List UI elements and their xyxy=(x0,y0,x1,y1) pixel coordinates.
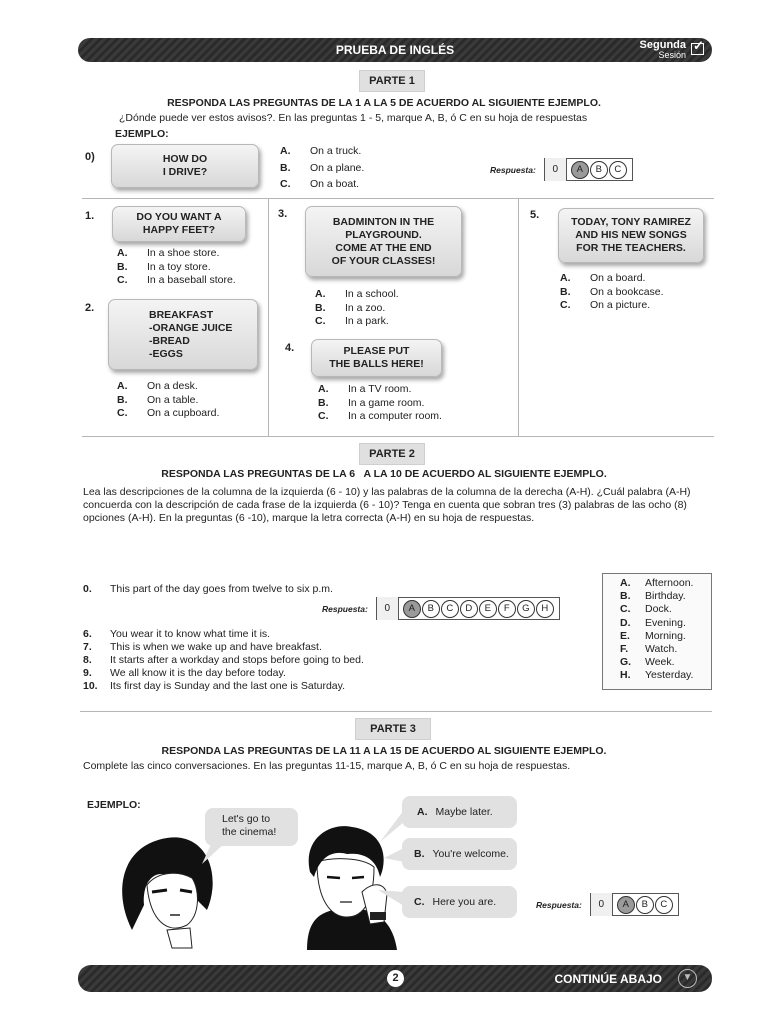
question-4-sign: PLEASE PUT THE BALLS HERE! xyxy=(311,339,442,377)
answer-bubble-g[interactable]: G xyxy=(517,600,535,618)
answer-bubble-b[interactable]: B xyxy=(422,600,440,618)
list-item: 6. You wear it to know what time it is. xyxy=(83,628,271,640)
list-item: 8. It starts after a workday and stops before going to bed. xyxy=(83,654,364,666)
question-2-options: A. On a desk. B. On a table. C. On a cupboard. xyxy=(117,380,220,419)
parte2-tab: PARTE 2 xyxy=(359,443,425,465)
parte3-answer xyxy=(536,893,679,916)
example-number: 0) xyxy=(85,151,95,163)
divider xyxy=(80,711,712,712)
parte3-tab: PARTE 3 xyxy=(355,718,431,740)
parte3-instruction: Complete las cinco conversaciones. En las preguntas 11-15, marque A, B, ó C en su hoja de respuestas. xyxy=(83,760,571,772)
question-4-number: 4. xyxy=(285,342,295,354)
parte2-items xyxy=(83,628,364,693)
parte1-heading: RESPONDA LAS PREGUNTAS DE LA 1 A LA 5 DE ACUERDO AL SIGUIENTE EJEMPLO. xyxy=(167,97,601,109)
parte3-example-label: EJEMPLO: xyxy=(87,799,141,811)
answer-box: 0 A B C xyxy=(590,893,679,916)
answer-box: 0 A B C D E F G H xyxy=(376,597,560,620)
example-answer xyxy=(490,158,633,181)
answer-label: Respuesta: xyxy=(536,899,582,910)
answer-bubble-d[interactable]: D xyxy=(460,600,478,618)
answer-bubble-a[interactable]: A xyxy=(617,896,635,914)
question-3-options: A. In a school. B. In a zoo. C. In a park. xyxy=(315,288,399,327)
reply-option-c: C. Here you are. xyxy=(402,886,517,918)
parte3-heading: RESPONDA LAS PREGUNTAS DE LA 11 A LA 15 DE ACUERDO AL SIGUIENTE EJEMPLO. xyxy=(161,745,607,757)
question-2-number: 2. xyxy=(85,302,95,314)
question-4-options: A. In a TV room. B. In a game room. C. In a computer room. xyxy=(318,383,442,422)
question-1-options: A. In a shoe store. B. In a toy store. C. In a baseball store. xyxy=(117,247,236,286)
answer-bubble-b[interactable]: B xyxy=(636,896,654,914)
parte2-instruction: Lea las descripciones de la columna de la izquierda (6 - 10) y las palabras de la columna de la derecha (A-H). ¿Cuál palabra (A-H) concuerda con la descripción de cada frase de la izquierda (6 - 10)? Tenga en cuenta que sobran tres (3) palabras de las ocho (8) opciones (A-H). En la preguntas (6 -10), marque la letra correcta (A-H) en su hoja de respuestas. xyxy=(83,486,691,524)
column-divider xyxy=(268,198,269,436)
parte2-heading: RESPONDA LAS PREGUNTAS DE LA 6 A LA 10 DE ACUERDO AL SIGUIENTE EJEMPLO. xyxy=(161,468,607,480)
question-3-number: 3. xyxy=(278,208,288,220)
session-line1: Segunda xyxy=(639,39,686,51)
list-item: 9. We all know it is the day before today. xyxy=(83,667,286,679)
answer-bubble-e[interactable]: E xyxy=(479,600,497,618)
parte1-instruction: ¿Dónde puede ver estos avisos?. En las preguntas 1 - 5, marque A, B, ó C en su hoja de respuestas xyxy=(119,112,588,124)
checkbox-icon xyxy=(691,43,704,55)
divider xyxy=(82,436,714,437)
question-1-number: 1. xyxy=(85,210,95,222)
list-item: 7. This is when we wake up and have breakfast. xyxy=(83,641,322,653)
page-title: PRUEBA DE INGLÉS xyxy=(335,43,455,57)
parte1-tab: PARTE 1 xyxy=(359,70,425,92)
answer-bubble-a[interactable]: A xyxy=(403,600,421,618)
question-3-sign: BADMINTON IN THE PLAYGROUND. COME AT THE END OF YOUR CLASSES! xyxy=(305,206,462,277)
parte2-example: 0. This part of the day goes from twelve to six p.m. xyxy=(83,583,333,595)
header-bar xyxy=(78,38,712,62)
page-number: 2 xyxy=(387,970,404,987)
example-options: A. On a truck. B. On a plane. C. On a boat. xyxy=(280,145,365,190)
answer-bubble-a[interactable]: A xyxy=(571,161,589,179)
speech-bubble: Let's go to the cinema! xyxy=(205,808,298,846)
answer-label: Respuesta: xyxy=(490,164,536,175)
session-label xyxy=(640,40,686,60)
parte2-answer xyxy=(322,597,560,620)
answer-bubble-c[interactable]: C xyxy=(609,161,627,179)
footer-bar xyxy=(78,965,712,992)
question-5-number: 5. xyxy=(530,209,540,221)
parte1-example-label: EJEMPLO: xyxy=(115,128,169,140)
question-1-sign: DO YOU WANT A HAPPY FEET? xyxy=(112,206,246,242)
question-5-options: A. On a board. B. On a bookcase. C. On a picture. xyxy=(560,272,664,311)
reply-option-a: A. Maybe later. xyxy=(402,796,517,828)
answer-bubble-f[interactable]: F xyxy=(498,600,516,618)
answer-bubble-c[interactable]: C xyxy=(655,896,673,914)
question-5-sign: TODAY, TONY RAMIREZ AND HIS NEW SONGS FOR THE TEACHERS. xyxy=(558,208,704,263)
column-divider xyxy=(518,198,519,436)
answer-bubble-c[interactable]: C xyxy=(441,600,459,618)
answer-bubble-h[interactable]: H xyxy=(536,600,554,618)
speech-bubble-tail xyxy=(200,842,230,866)
session-line2: Sesión xyxy=(658,50,686,60)
chevron-down-icon[interactable]: ▼ xyxy=(678,969,697,988)
word-options-box: A. Afternoon. B. Birthday. C. Dock. D. Evening. E. Morning. F. Watch. G. Week. H. Yesterday. xyxy=(602,573,712,690)
example-sign: HOW DO I DRIVE? xyxy=(111,144,259,188)
answer-bubble-b[interactable]: B xyxy=(590,161,608,179)
divider xyxy=(82,198,714,199)
question-2-sign: BREAKFAST -ORANGE JUICE -BREAD -EGGS xyxy=(108,299,258,370)
list-item: 10. Its first day is Sunday and the last one is Saturday. xyxy=(83,680,346,692)
reply-bubble-tails xyxy=(372,800,408,930)
answer-label: Respuesta: xyxy=(322,603,368,614)
continue-label: CONTINÚE ABAJO xyxy=(554,972,662,986)
reply-option-b: B. You're welcome. xyxy=(402,838,517,870)
answer-box: 0 A B C xyxy=(544,158,633,181)
